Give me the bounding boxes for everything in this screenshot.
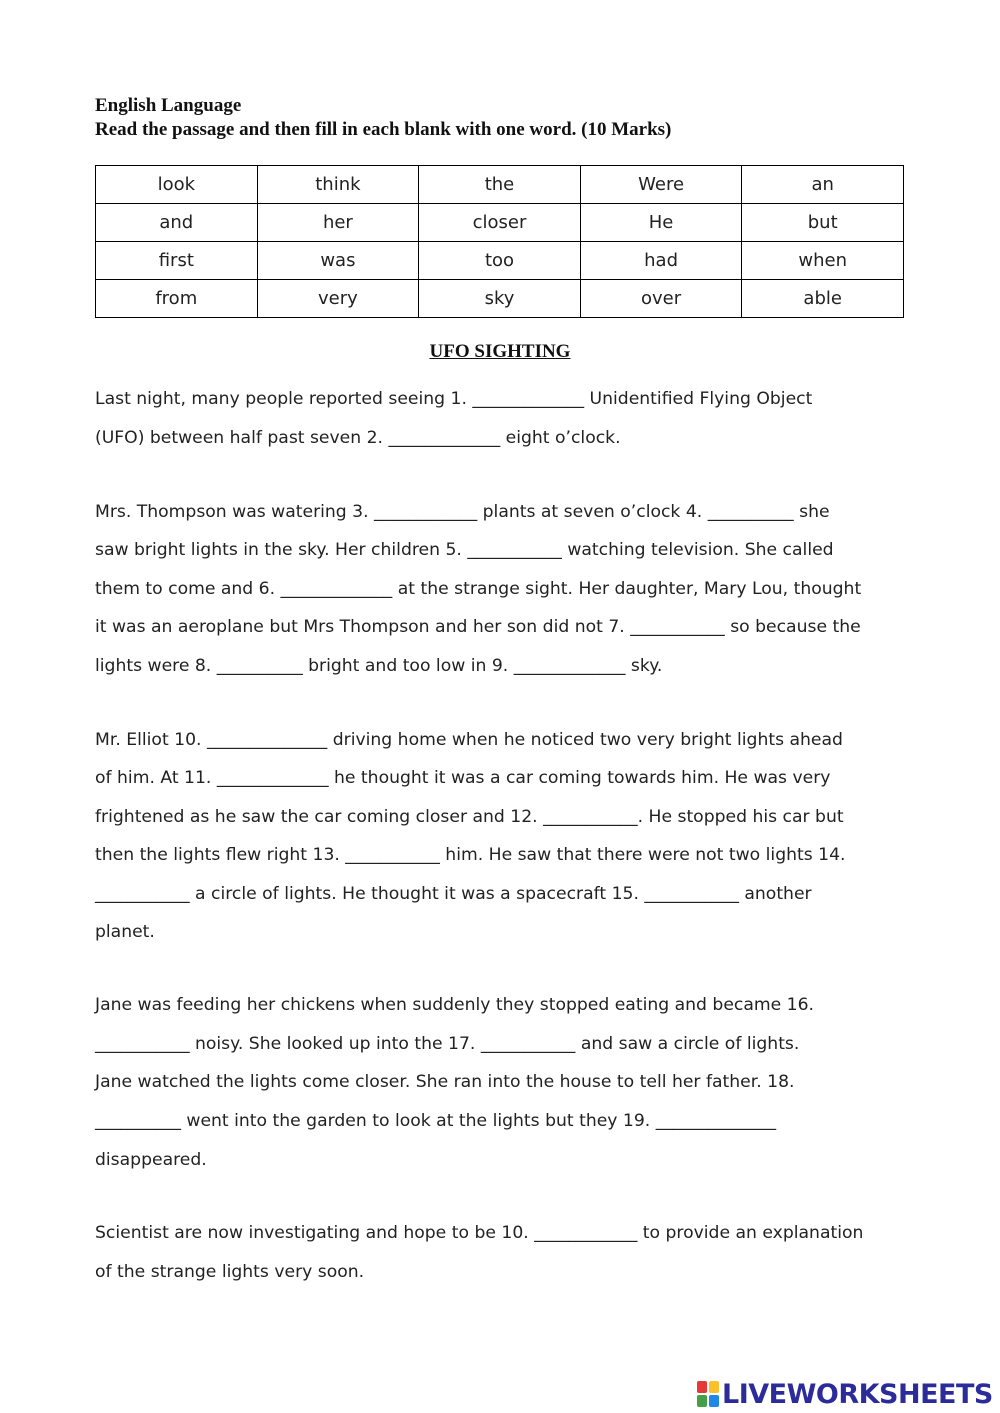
- passage-line: Scientist are now investigating and hope to be 10. ____________ to provide an explanation: [95, 1223, 864, 1243]
- logo-block: [697, 1381, 707, 1393]
- passage-line: it was an aeroplane but Mrs Thompson and her son did not 7. ___________ so because the: [95, 617, 861, 637]
- passage-line: Jane watched the lights come closer. She ran into the house to tell her father. 18.: [95, 1072, 795, 1092]
- passage-line: Last night, many people reported seeing 1. _____________ Unidentified Flying Object: [95, 389, 813, 409]
- passage-line: frightened as he saw the car coming closer and 12. ___________. He stopped his car but: [95, 807, 844, 827]
- word-bank-table: [95, 165, 904, 318]
- word-bank-cell: when: [742, 242, 904, 280]
- word-bank-cell: closer: [419, 204, 581, 242]
- word-bank-row: [96, 166, 904, 204]
- word-bank-cell: but: [742, 204, 904, 242]
- liveworksheets-logo[interactable]: [697, 1378, 993, 1410]
- passage-line: planet.: [95, 922, 155, 942]
- word-bank-cell: had: [580, 242, 742, 280]
- passage-title: UFO SIGHTING: [429, 341, 571, 362]
- word-bank-row: [96, 280, 904, 318]
- passage-line: __________ went into the garden to look at the lights but they 19. ______________: [95, 1111, 777, 1131]
- word-bank-cell: very: [257, 280, 419, 318]
- passage-line: of him. At 11. _____________ he thought it was a car coming towards him. He was very: [95, 768, 831, 788]
- word-bank-cell: Were: [580, 166, 742, 204]
- word-bank-cell: able: [742, 280, 904, 318]
- passage-line: (UFO) between half past seven 2. _____________ eight o’clock.: [95, 428, 621, 448]
- word-bank-cell: an: [742, 166, 904, 204]
- document-subject: English Language: [95, 95, 242, 116]
- logo-block: [709, 1395, 719, 1407]
- passage-line: Mrs. Thompson was watering 3. ____________ plants at seven o’clock 4. __________ she: [95, 502, 830, 522]
- passage-line: Jane was feeding her chickens when suddenly they stopped eating and became 16.: [95, 995, 814, 1015]
- word-bank-cell: think: [257, 166, 419, 204]
- word-bank-cell: He: [580, 204, 742, 242]
- word-bank-row: [96, 242, 904, 280]
- passage-line: then the lights flew right 13. ___________ him. He saw that there were not two lights 14.: [95, 845, 846, 865]
- logo-block: [709, 1381, 719, 1393]
- word-bank-cell: her: [257, 204, 419, 242]
- word-bank-cell: too: [419, 242, 581, 280]
- word-bank-cell: sky: [419, 280, 581, 318]
- passage-line: of the strange lights very soon.: [95, 1262, 365, 1282]
- passage-line: Mr. Elliot 10. ______________ driving home when he noticed two very bright lights ahead: [95, 730, 843, 750]
- instructions: Read the passage and then fill in each blank with one word. (10 Marks): [95, 119, 672, 140]
- logo-text: LIVEWORKSHEETS: [722, 1378, 993, 1410]
- word-bank-cell: over: [580, 280, 742, 318]
- word-bank-cell: first: [96, 242, 258, 280]
- logo-blocks-icon: [697, 1381, 719, 1407]
- word-bank-cell: from: [96, 280, 258, 318]
- passage-line: disappeared.: [95, 1150, 207, 1170]
- passage-line: ___________ noisy. She looked up into the 17. ___________ and saw a circle of lights.: [95, 1034, 800, 1054]
- word-bank-cell: look: [96, 166, 258, 204]
- passage-line: ___________ a circle of lights. He thought it was a spacecraft 15. ___________ another: [95, 884, 812, 904]
- passage-line: them to come and 6. _____________ at the strange sight. Her daughter, Mary Lou, thought: [95, 579, 862, 599]
- word-bank-cell: and: [96, 204, 258, 242]
- word-bank-row: [96, 204, 904, 242]
- word-bank-cell: the: [419, 166, 581, 204]
- passage-line: lights were 8. __________ bright and too low in 9. _____________ sky.: [95, 656, 663, 676]
- passage-line: saw bright lights in the sky. Her children 5. ___________ watching television. She called: [95, 540, 834, 560]
- word-bank-cell: was: [257, 242, 419, 280]
- logo-block: [697, 1395, 707, 1407]
